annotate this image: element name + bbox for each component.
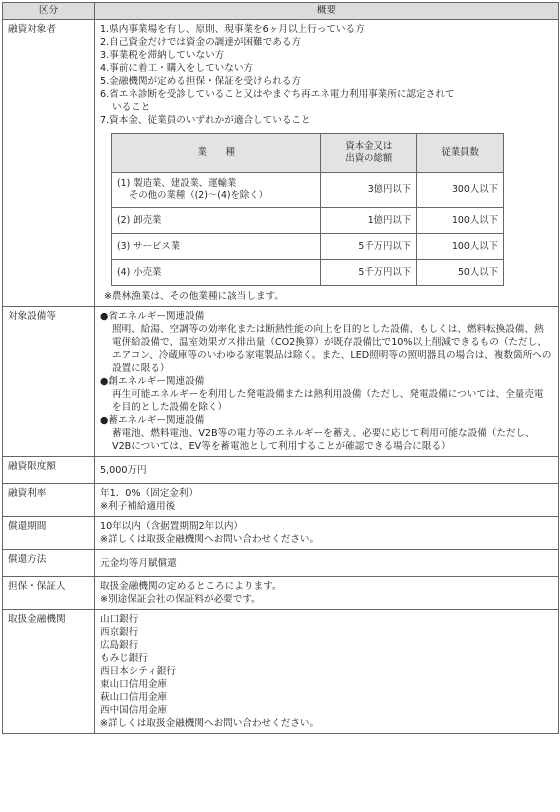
period-label: 償還期間 xyxy=(3,517,95,550)
row-guarantee xyxy=(3,577,559,610)
header-summary: 概要 xyxy=(95,3,559,20)
bank-item: 広島銀行 xyxy=(100,640,139,651)
row-equipment xyxy=(3,307,559,457)
criteria-row xyxy=(112,208,504,234)
period-value: 10年以内（含据置期間2年以内） xyxy=(100,521,244,532)
rate-note: ※利子補給適用後 xyxy=(100,501,176,512)
row-method xyxy=(3,550,559,577)
rate-label: 融資利率 xyxy=(3,484,95,517)
eligible-content xyxy=(95,20,559,307)
row-limit xyxy=(3,457,559,484)
bank-item: 西京銀行 xyxy=(100,627,139,638)
eligible-item: 3.事業税を滞納していない方 xyxy=(100,50,225,61)
criteria-header-capital xyxy=(321,134,417,173)
criteria-employees: 300人以下 xyxy=(417,173,504,208)
criteria-employees: 100人以下 xyxy=(417,208,504,234)
row-period xyxy=(3,517,559,550)
criteria-industry-line1: (1) 製造業、建設業、運輸業 xyxy=(117,178,237,189)
row-eligible xyxy=(3,20,559,307)
criteria-row xyxy=(112,173,504,208)
banks-label: 取扱金融機関 xyxy=(3,610,95,734)
method-label: 償還方法 xyxy=(3,550,95,577)
equipment-content xyxy=(95,307,559,457)
guarantee-value: 取扱金融機関の定めるところによります。 xyxy=(100,581,282,592)
limit-label: 融資限度額 xyxy=(3,457,95,484)
industry-criteria-table xyxy=(111,133,504,286)
rate-value: 年1．0%（固定金利） xyxy=(100,488,199,499)
method-value: 元金均等月賦償還 xyxy=(95,550,559,577)
criteria-employees: 50人以下 xyxy=(417,260,504,286)
equipment-group-heading: ●創エネルギー関連設備 xyxy=(100,376,205,387)
limit-value: 5,000万円 xyxy=(95,457,559,484)
criteria-industry xyxy=(112,173,321,208)
criteria-employees: 100人以下 xyxy=(417,234,504,260)
eligible-item: 7.資本金、従業員のいずれかが適合していること xyxy=(100,115,311,126)
bank-item: 萩山口信用金庫 xyxy=(100,692,168,703)
eligible-item: 5.金融機関が定める担保・保証を受けられる方 xyxy=(100,76,302,87)
header-row xyxy=(3,3,559,20)
eligible-item: 4.事前に着工・購入をしていない方 xyxy=(100,63,254,74)
criteria-capital: 5千万円以下 xyxy=(321,260,417,286)
period-note: ※詳しくは取扱金融機関へお問い合わせください。 xyxy=(100,534,320,545)
loan-overview-table xyxy=(2,2,559,734)
rate-content xyxy=(95,484,559,517)
criteria-row xyxy=(112,234,504,260)
eligible-note: ※農林漁業は、その他業種に該当します。 xyxy=(104,291,284,302)
guarantee-label: 担保・保証人 xyxy=(3,577,95,610)
criteria-header-capital-line1: 資本金又は xyxy=(345,141,393,152)
bank-item: 山口銀行 xyxy=(100,614,139,625)
criteria-capital: 5千万円以下 xyxy=(321,234,417,260)
criteria-industry: (2) 卸売業 xyxy=(112,208,321,234)
bank-item: もみじ銀行 xyxy=(100,653,148,664)
period-content xyxy=(95,517,559,550)
loan-overview-document xyxy=(2,2,558,734)
equipment-label: 対象設備等 xyxy=(3,307,95,457)
equipment-group-description: 再生可能エネルギーを利用した発電設備または熱利用設備（ただし、発電設備については、全量売電を目的とした設備を除く） xyxy=(112,389,544,413)
criteria-capital: 1億円以下 xyxy=(321,208,417,234)
eligible-item: 6.省エネ診断を受診していること又はやまぐち再エネ電力利用事業所に認定されて xyxy=(100,89,455,100)
criteria-industry-line2: その他の業種（(2)～(4)を除く） xyxy=(129,190,269,201)
criteria-header-industry: 業 種 xyxy=(112,134,321,173)
row-banks xyxy=(3,610,559,734)
guarantee-note: ※別途保証会社の保証料が必要です。 xyxy=(100,594,261,605)
eligible-item-continued: いること xyxy=(112,102,151,113)
criteria-row xyxy=(112,260,504,286)
row-rate xyxy=(3,484,559,517)
equipment-group-heading: ●省エネルギー関連設備 xyxy=(100,311,205,322)
equipment-group-description: 蓄電池、燃料電池、V2B等の電力等のエネルギーを蓄え、必要に応じて利用可能な設備（ただし、V2Bについては、EV等を蓄電池として利用することが確認できる場合に限る） xyxy=(112,428,535,452)
eligible-item: 1.県内事業場を有し、原則、現事業を6ヶ月以上行っている方 xyxy=(100,24,365,35)
eligible-label: 融資対象者 xyxy=(3,20,95,307)
criteria-header-row xyxy=(112,134,504,173)
bank-item: 西日本シティ銀行 xyxy=(100,666,176,677)
header-category: 区分 xyxy=(3,3,95,20)
criteria-industry: (4) 小売業 xyxy=(112,260,321,286)
equipment-group-description: 照明、給湯、空調等の効率化または断熱性能の向上を目的とした設備、もしくは、燃料転換設備、熱電併給設備で、温室効果ガス排出量（CO2換算）が既存設備比で10%以上削減できるもの（ただし、エアコン、冷蔵庫等のいわゆる家電製品は除く。また、LED照明等の照明器具の場合は、複数箇所への設置に限る） xyxy=(112,324,552,374)
criteria-header-employees: 従業員数 xyxy=(417,134,504,173)
criteria-header-capital-line2: 出資の総額 xyxy=(345,153,393,164)
guarantee-content xyxy=(95,577,559,610)
bank-item: 西中国信用金庫 xyxy=(100,705,168,716)
criteria-capital: 3億円以下 xyxy=(321,173,417,208)
criteria-industry: (3) サービス業 xyxy=(112,234,321,260)
eligible-item: 2.自己資金だけでは資金の調達が困難である方 xyxy=(100,37,302,48)
banks-note: ※詳しくは取扱金融機関へお問い合わせください。 xyxy=(100,718,320,729)
bank-item: 東山口信用金庫 xyxy=(100,679,168,690)
equipment-group-heading: ●蓄エネルギー関連設備 xyxy=(100,415,205,426)
banks-content xyxy=(95,610,559,734)
